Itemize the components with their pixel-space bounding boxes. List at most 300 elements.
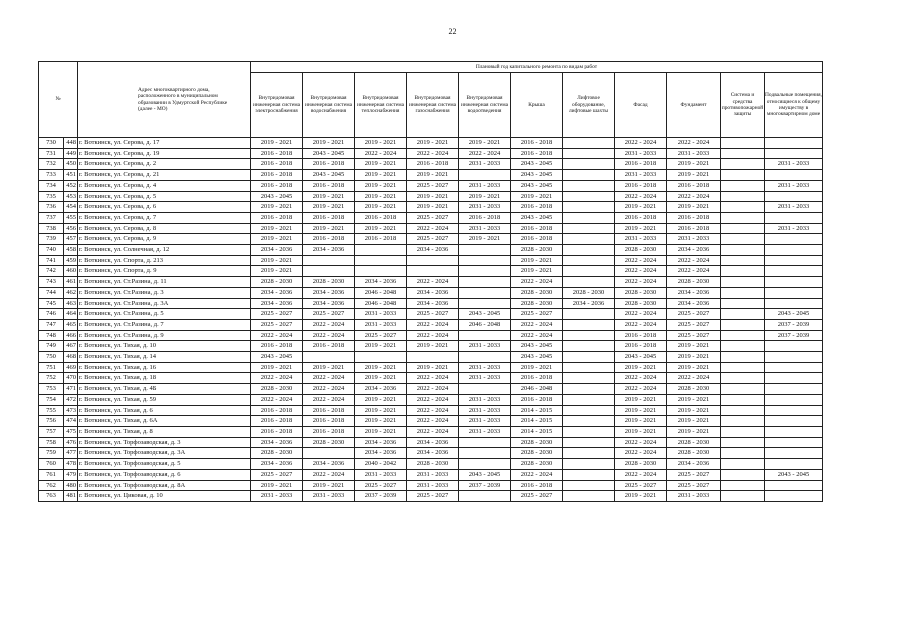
row-number: 744 [39,287,64,298]
repair-period-cell [721,298,765,309]
repair-period-cell [721,319,765,330]
repair-period-cell [303,266,355,277]
row-subnumber: 479 [64,469,78,480]
row-subnumber: 480 [64,480,78,491]
repair-period-cell: 2028 - 2030 [667,448,721,459]
repair-period-cell [765,277,823,288]
work-type-header: Внутридомовая инженерная система водоотведения [459,73,511,138]
repair-period-cell [765,491,823,502]
row-address: г. Воткинск, ул. Серова, д. 17 [78,138,251,149]
table-row [39,234,823,245]
row-subnumber: 459 [64,255,78,266]
repair-period-cell: 2043 - 2045 [615,352,667,363]
repair-period-cell: 2019 - 2021 [615,394,667,405]
repair-period-cell: 2028 - 2030 [615,245,667,256]
repair-period-cell: 2022 - 2024 [615,266,667,277]
repair-period-cell: 2019 - 2021 [355,170,407,181]
repair-period-cell: 2028 - 2030 [251,448,303,459]
repair-period-cell: 2022 - 2024 [303,469,355,480]
table-row [39,448,823,459]
repair-period-cell: 2016 - 2018 [615,212,667,223]
repair-period-cell: 2016 - 2018 [407,159,459,170]
repair-period-cell: 2022 - 2024 [615,191,667,202]
repair-period-cell: 2019 - 2021 [251,138,303,149]
repair-period-cell: 2043 - 2045 [511,170,563,181]
repair-period-cell: 2028 - 2030 [511,298,563,309]
repair-period-cell: 2022 - 2024 [407,416,459,427]
repair-period-cell: 2022 - 2024 [667,191,721,202]
row-address: г. Воткинск, ул. Торфозаводская, д. 8А [78,480,251,491]
repair-period-cell: 2031 - 2033 [615,234,667,245]
repair-period-cell [563,491,615,502]
repair-period-cell [721,448,765,459]
repair-period-cell: 2016 - 2018 [615,341,667,352]
repair-period-cell: 2019 - 2021 [615,202,667,213]
repair-period-cell [355,352,407,363]
repair-period-cell: 2019 - 2021 [251,480,303,491]
row-address: г. Воткинск, ул. Ст.Разина, д. 3 [78,287,251,298]
repair-period-cell [721,266,765,277]
row-address: г. Воткинск, ул. Циковая, д. 10 [78,491,251,502]
repair-period-cell: 2028 - 2030 [511,437,563,448]
row-subnumber: 481 [64,491,78,502]
repair-period-cell [765,234,823,245]
repair-period-cell [721,191,765,202]
row-number: 760 [39,459,64,470]
repair-period-cell: 2022 - 2024 [667,255,721,266]
repair-period-cell: 2028 - 2030 [511,287,563,298]
repair-period-cell: 2046 - 2048 [355,287,407,298]
repair-period-cell: 2016 - 2018 [251,170,303,181]
repair-period-cell: 2016 - 2018 [511,394,563,405]
table-row [39,373,823,384]
repair-period-cell [721,491,765,502]
repair-period-cell [721,384,765,395]
repair-period-cell [721,234,765,245]
repair-period-cell [407,352,459,363]
repair-period-cell: 2031 - 2033 [251,491,303,502]
row-subnumber: 465 [64,319,78,330]
repair-period-cell [765,352,823,363]
repair-period-cell [303,255,355,266]
row-subnumber: 478 [64,459,78,470]
repair-period-cell: 2022 - 2024 [251,330,303,341]
row-address: г. Воткинск, ул. Торфозаводская, д. 3 [78,437,251,448]
table-row [39,180,823,191]
repair-period-cell: 2019 - 2021 [459,234,511,245]
row-subnumber: 462 [64,287,78,298]
repair-period-cell: 2016 - 2018 [251,159,303,170]
repair-period-cell: 2019 - 2021 [615,416,667,427]
repair-period-cell [459,277,511,288]
row-number: 737 [39,212,64,223]
repair-period-cell: 2016 - 2018 [511,480,563,491]
col-group-header: Плановый год капитального ремонта по видам работ [251,62,823,73]
repair-period-cell [765,480,823,491]
repair-period-cell: 2022 - 2024 [615,319,667,330]
repair-period-cell [459,384,511,395]
repair-period-cell [721,159,765,170]
repair-period-cell: 2019 - 2021 [251,362,303,373]
repair-period-cell [721,362,765,373]
repair-period-cell: 2028 - 2030 [563,287,615,298]
repair-period-cell [563,212,615,223]
table-row [39,159,823,170]
repair-period-cell: 2031 - 2033 [615,148,667,159]
row-number: 745 [39,298,64,309]
repair-period-cell [721,180,765,191]
repair-period-cell [355,245,407,256]
work-type-header: Крыша [511,73,563,138]
repair-period-cell: 2034 - 2036 [355,277,407,288]
repair-period-cell [721,405,765,416]
repair-period-cell: 2019 - 2021 [407,202,459,213]
repair-period-cell: 2043 - 2045 [459,469,511,480]
repair-period-cell: 2031 - 2033 [667,234,721,245]
row-address: г. Воткинск, ул. Ст.Разина, д. 3А [78,298,251,309]
repair-period-cell: 2034 - 2036 [407,448,459,459]
row-number: 746 [39,309,64,320]
repair-period-cell: 2034 - 2036 [407,298,459,309]
repair-period-cell: 2019 - 2021 [355,394,407,405]
repair-period-cell: 2040 - 2042 [355,459,407,470]
row-number: 761 [39,469,64,480]
table-row [39,384,823,395]
row-subnumber: 461 [64,277,78,288]
repair-period-cell [563,202,615,213]
row-subnumber: 475 [64,426,78,437]
row-number: 755 [39,405,64,416]
repair-period-cell: 2025 - 2027 [251,309,303,320]
repair-period-cell [459,298,511,309]
repair-period-cell: 2019 - 2021 [407,341,459,352]
repair-period-cell: 2034 - 2036 [667,245,721,256]
row-subnumber: 474 [64,416,78,427]
repair-period-cell: 2019 - 2021 [667,352,721,363]
row-number: 742 [39,266,64,277]
row-address: г. Воткинск, ул. Серова, д. 9 [78,234,251,245]
row-address: г. Воткинск, ул. Тихая, д. 8 [78,426,251,437]
repair-period-cell: 2019 - 2021 [303,191,355,202]
repair-period-cell: 2028 - 2030 [511,245,563,256]
repair-period-cell [355,255,407,266]
repair-period-cell: 2037 - 2039 [765,330,823,341]
repair-period-cell: 2028 - 2030 [667,437,721,448]
repair-period-cell: 2028 - 2030 [303,437,355,448]
repair-period-cell: 2022 - 2024 [407,330,459,341]
repair-period-cell [563,255,615,266]
repair-period-cell [721,469,765,480]
repair-period-cell [765,362,823,373]
row-subnumber: 455 [64,212,78,223]
repair-period-cell [459,352,511,363]
repair-period-cell: 2022 - 2024 [251,373,303,384]
repair-period-cell: 2034 - 2036 [251,287,303,298]
repair-period-cell [563,277,615,288]
row-address: г. Воткинск, ул. Тихая, д. 6А [78,416,251,427]
repair-period-cell: 2028 - 2030 [667,277,721,288]
row-address: г. Воткинск, ул. Торфозаводская, д. 5 [78,459,251,470]
repair-period-cell: 2025 - 2027 [303,309,355,320]
repair-period-cell: 2031 - 2033 [355,469,407,480]
repair-period-cell: 2016 - 2018 [511,202,563,213]
repair-period-cell: 2019 - 2021 [251,202,303,213]
col-address-header: Адрес многоквартирного дома, расположенного в муниципальном образовании в Удмуртской Республике (далее - МО) [78,62,251,138]
repair-period-cell: 2028 - 2030 [615,459,667,470]
repair-period-cell: 2019 - 2021 [355,180,407,191]
repair-period-cell: 2031 - 2033 [459,416,511,427]
repair-period-cell: 2025 - 2027 [667,319,721,330]
repair-period-cell: 2022 - 2024 [615,448,667,459]
repair-period-cell [765,266,823,277]
repair-period-cell: 2028 - 2030 [251,384,303,395]
repair-period-cell: 2016 - 2018 [251,180,303,191]
repair-period-cell [765,245,823,256]
repair-period-cell [563,191,615,202]
repair-period-cell [563,309,615,320]
repair-period-cell: 2022 - 2024 [511,319,563,330]
repair-period-cell: 2031 - 2033 [765,202,823,213]
repair-period-cell: 2031 - 2033 [459,341,511,352]
repair-period-cell: 2019 - 2021 [355,202,407,213]
repair-period-cell [459,459,511,470]
repair-period-cell [765,255,823,266]
repair-period-cell [459,287,511,298]
repair-period-cell [563,170,615,181]
repair-period-cell: 2019 - 2021 [303,480,355,491]
repair-period-cell: 2016 - 2018 [251,416,303,427]
table-body [39,138,823,502]
work-type-header: Внутридомовая инженерная система электроснабжения [251,73,303,138]
repair-period-cell: 2019 - 2021 [355,223,407,234]
repair-period-cell: 2025 - 2027 [407,180,459,191]
repair-period-cell: 2019 - 2021 [667,405,721,416]
repair-period-cell: 2022 - 2024 [407,148,459,159]
row-number: 740 [39,245,64,256]
repair-period-cell [765,416,823,427]
repair-period-cell: 2031 - 2033 [765,159,823,170]
row-number: 733 [39,170,64,181]
row-subnumber: 470 [64,373,78,384]
repair-period-cell: 2034 - 2036 [303,298,355,309]
repair-period-cell: 2034 - 2036 [303,287,355,298]
row-subnumber: 472 [64,394,78,405]
repair-period-cell: 2016 - 2018 [303,159,355,170]
repair-period-cell: 2022 - 2024 [511,469,563,480]
row-address: г. Воткинск, ул. Серова, д. 2 [78,159,251,170]
repair-period-cell: 2019 - 2021 [303,138,355,149]
row-number: 739 [39,234,64,245]
row-address: г. Воткинск, ул. Ст.Разина, д. 9 [78,330,251,341]
table-row [39,416,823,427]
repair-period-cell: 2034 - 2036 [407,437,459,448]
row-number: 753 [39,384,64,395]
repair-period-cell: 2034 - 2036 [251,298,303,309]
repair-period-cell: 2016 - 2018 [615,330,667,341]
row-subnumber: 471 [64,384,78,395]
row-address: г. Воткинск, ул. Тихая, д. 59 [78,394,251,405]
table-row [39,191,823,202]
work-type-header: Фундамент [667,73,721,138]
table-row [39,138,823,149]
repair-period-cell: 2022 - 2024 [615,384,667,395]
repair-period-cell: 2022 - 2024 [407,384,459,395]
repair-period-cell [721,373,765,384]
repair-period-cell: 2034 - 2036 [251,437,303,448]
repair-period-cell: 2022 - 2024 [407,394,459,405]
repair-period-cell: 2022 - 2024 [407,405,459,416]
repair-period-cell: 2028 - 2030 [511,459,563,470]
repair-period-cell: 2025 - 2027 [667,480,721,491]
table-row [39,309,823,320]
table-row [39,352,823,363]
row-number: 747 [39,319,64,330]
repair-period-cell: 2031 - 2033 [615,170,667,181]
repair-period-cell: 2016 - 2018 [303,405,355,416]
row-subnumber: 460 [64,266,78,277]
repair-period-cell: 2019 - 2021 [615,405,667,416]
row-address: г. Воткинск, ул. Серова, д. 6 [78,202,251,213]
repair-period-cell: 2019 - 2021 [667,170,721,181]
repair-period-cell: 2019 - 2021 [667,362,721,373]
repair-period-cell: 2019 - 2021 [251,223,303,234]
repair-period-cell: 2019 - 2021 [407,138,459,149]
repair-period-cell: 2016 - 2018 [511,234,563,245]
repair-period-cell [563,180,615,191]
table-row [39,426,823,437]
repair-period-cell: 2043 - 2045 [511,159,563,170]
repair-period-cell: 2034 - 2036 [667,287,721,298]
repair-period-cell: 2046 - 2048 [355,298,407,309]
table-row [39,277,823,288]
repair-period-cell: 2037 - 2039 [765,319,823,330]
row-subnumber: 476 [64,437,78,448]
repair-period-cell: 2034 - 2036 [355,437,407,448]
capital-repair-table [38,61,823,502]
repair-period-cell [303,352,355,363]
row-subnumber: 464 [64,309,78,320]
repair-period-cell: 2025 - 2027 [615,480,667,491]
repair-period-cell: 2022 - 2024 [303,394,355,405]
repair-period-cell: 2019 - 2021 [355,362,407,373]
repair-period-cell: 2016 - 2018 [511,223,563,234]
repair-period-cell: 2016 - 2018 [251,148,303,159]
row-number: 734 [39,180,64,191]
repair-period-cell [563,245,615,256]
row-number: 735 [39,191,64,202]
repair-period-cell: 2031 - 2033 [459,159,511,170]
repair-period-cell [563,469,615,480]
repair-period-cell [765,459,823,470]
row-number: 758 [39,437,64,448]
repair-period-cell: 2016 - 2018 [511,138,563,149]
table-row [39,266,823,277]
repair-period-cell: 2019 - 2021 [355,138,407,149]
repair-period-cell [459,255,511,266]
repair-period-cell: 2031 - 2033 [407,480,459,491]
repair-period-cell: 2034 - 2036 [251,459,303,470]
repair-period-cell: 2022 - 2024 [615,277,667,288]
repair-period-cell: 2019 - 2021 [615,426,667,437]
repair-period-cell: 2031 - 2033 [459,180,511,191]
repair-period-cell [563,384,615,395]
repair-period-cell [765,426,823,437]
repair-period-cell [563,459,615,470]
repair-period-cell: 2022 - 2024 [355,148,407,159]
repair-period-cell: 2022 - 2024 [303,373,355,384]
repair-period-cell: 2022 - 2024 [667,138,721,149]
repair-period-cell: 2031 - 2033 [459,394,511,405]
repair-period-cell: 2043 - 2045 [511,212,563,223]
row-number: 756 [39,416,64,427]
repair-period-cell: 2031 - 2033 [459,202,511,213]
repair-period-cell: 2019 - 2021 [303,223,355,234]
repair-period-cell [765,138,823,149]
row-number: 757 [39,426,64,437]
repair-period-cell: 2043 - 2045 [511,341,563,352]
repair-period-cell: 2043 - 2045 [303,170,355,181]
repair-period-cell [721,287,765,298]
repair-period-cell [721,426,765,437]
repair-period-cell: 2028 - 2030 [303,277,355,288]
repair-period-cell: 2019 - 2021 [511,191,563,202]
repair-period-cell [563,394,615,405]
repair-period-cell [407,266,459,277]
repair-period-cell: 2019 - 2021 [355,191,407,202]
repair-period-cell: 2031 - 2033 [765,223,823,234]
row-number: 751 [39,362,64,373]
repair-period-cell: 2016 - 2018 [511,373,563,384]
repair-period-cell: 2016 - 2018 [251,341,303,352]
repair-period-cell: 2034 - 2036 [251,245,303,256]
repair-period-cell: 2025 - 2027 [407,212,459,223]
repair-period-cell [765,191,823,202]
repair-period-cell: 2025 - 2027 [511,491,563,502]
repair-period-cell: 2034 - 2036 [563,298,615,309]
table-row [39,330,823,341]
repair-period-cell: 2019 - 2021 [667,426,721,437]
repair-period-cell: 2034 - 2036 [667,298,721,309]
repair-period-cell: 2019 - 2021 [667,416,721,427]
repair-period-cell: 2025 - 2027 [667,330,721,341]
work-type-header: Внутридомовая инженерная система водоснабжения [303,73,355,138]
repair-period-cell [765,437,823,448]
row-subnumber: 473 [64,405,78,416]
repair-period-cell: 2016 - 2018 [667,223,721,234]
repair-period-cell: 2025 - 2027 [355,330,407,341]
repair-period-cell [721,309,765,320]
repair-period-cell [303,448,355,459]
repair-period-cell: 2019 - 2021 [615,362,667,373]
row-address: г. Воткинск, ул. Серова, д. 8 [78,223,251,234]
repair-period-cell: 2019 - 2021 [355,405,407,416]
repair-period-cell: 2031 - 2033 [303,491,355,502]
row-number: 731 [39,148,64,159]
repair-period-cell: 2019 - 2021 [511,362,563,373]
repair-period-cell: 2034 - 2036 [407,287,459,298]
repair-period-cell: 2019 - 2021 [615,223,667,234]
row-number: 743 [39,277,64,288]
repair-period-cell [563,319,615,330]
repair-period-cell: 2022 - 2024 [407,319,459,330]
repair-period-cell: 2022 - 2024 [303,330,355,341]
repair-period-cell: 2025 - 2027 [511,309,563,320]
work-type-header: Фасад [615,73,667,138]
work-type-header: Внутридомовая инженерная система газоснабжения [407,73,459,138]
repair-period-cell [721,341,765,352]
row-subnumber: 466 [64,330,78,341]
repair-period-cell: 2031 - 2033 [355,319,407,330]
